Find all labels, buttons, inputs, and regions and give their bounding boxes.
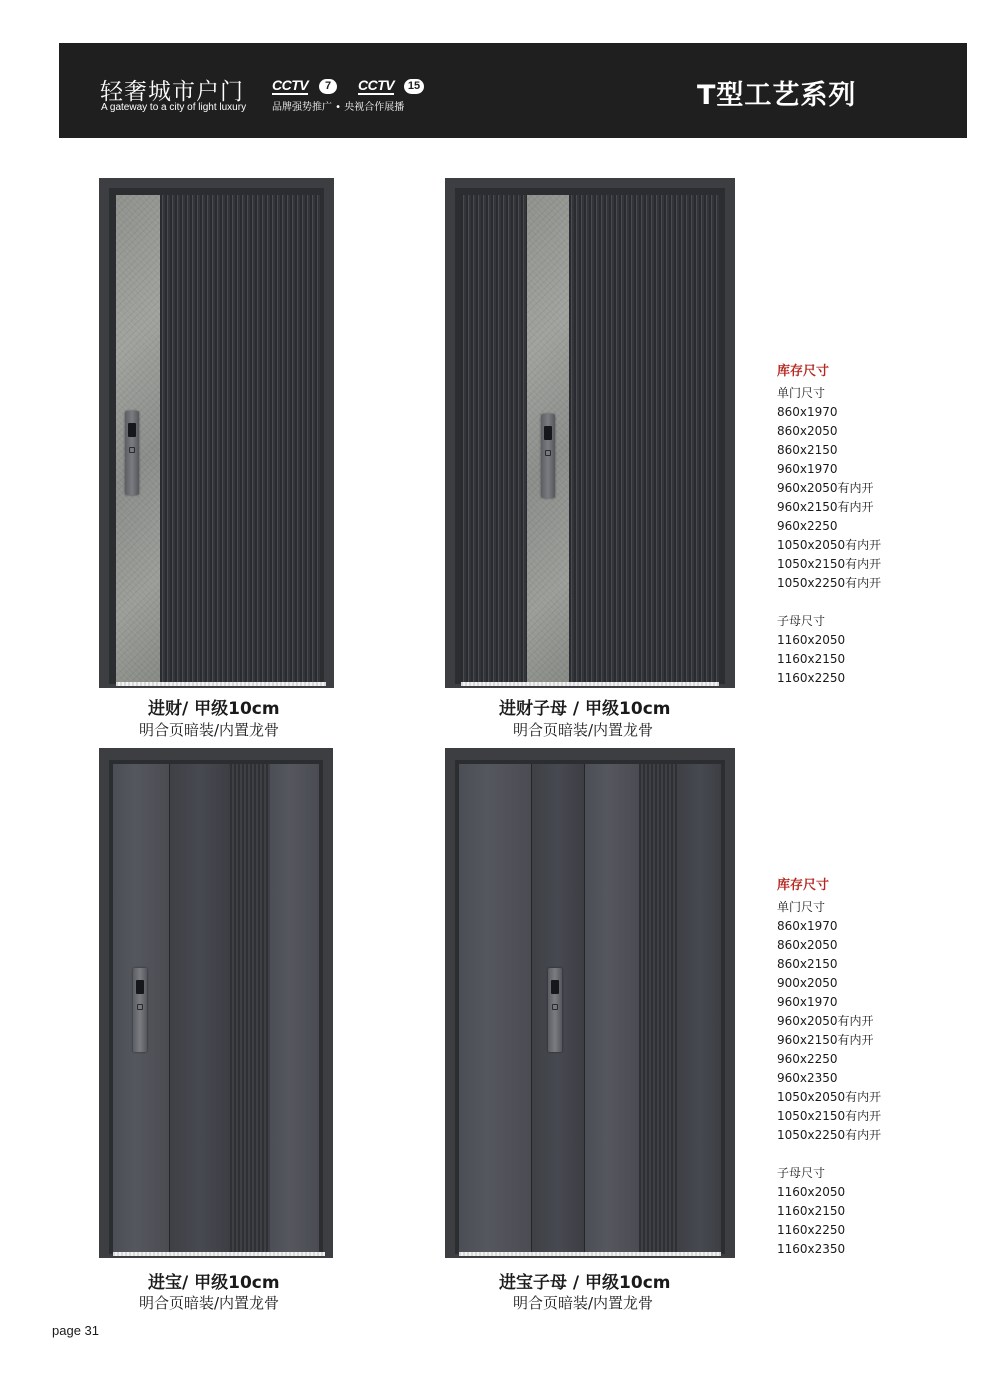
- ribbed-strip: [230, 764, 270, 1252]
- door-desc-4: 明合页暗装/内置龙骨: [513, 1294, 654, 1312]
- door-desc-3: 明合页暗装/内置龙骨: [139, 1294, 280, 1312]
- smart-lock-icon: [541, 414, 555, 498]
- cctv-logos: [272, 78, 427, 118]
- size-item: 1050x2050有内开: [777, 1090, 882, 1104]
- size-item: 860x1970: [777, 919, 838, 933]
- size-item: 1160x2350: [777, 1242, 846, 1256]
- size-table-title: 库存尺寸: [777, 364, 830, 379]
- door-image-jinbao-zimu: [445, 748, 735, 1258]
- cctv-logo-2: CCTV: [358, 77, 395, 93]
- door-desc-1: 明合页暗装/内置龙骨: [139, 721, 280, 739]
- size-item: 1160x2250: [777, 1223, 846, 1237]
- size-item: 960x2350: [777, 1071, 838, 1085]
- size-table-1: [777, 362, 881, 688]
- size-item: 860x2150: [777, 957, 838, 971]
- size-item: 860x2050: [777, 938, 838, 952]
- size-item: 860x1970: [777, 405, 838, 419]
- cctv-logo-1: CCTV: [272, 77, 309, 93]
- size-item: 1160x2150: [777, 1204, 846, 1218]
- door-name-4: 进宝子母 / 甲级10cm: [499, 1273, 671, 1293]
- size-item: 1160x2050: [777, 633, 846, 647]
- ribbed-panel-right: [569, 195, 719, 682]
- size-item: 960x2150有内开: [777, 500, 874, 514]
- size-item: 960x1970: [777, 462, 838, 476]
- door-name-3: 进宝/ 甲级10cm: [148, 1273, 280, 1293]
- smart-lock-icon: [133, 968, 147, 1052]
- size-item: 900x2050: [777, 976, 838, 990]
- size-item: 860x2150: [777, 443, 838, 457]
- series-title: T型工艺系列: [697, 80, 857, 111]
- header-bar: [59, 43, 967, 138]
- size-item: 960x2050有内开: [777, 1014, 874, 1028]
- door-image-jinbao: [99, 748, 333, 1258]
- double-size-label: 子母尺寸: [777, 614, 826, 628]
- ribbed-panel-left: [461, 195, 527, 682]
- size-item: 1050x2050有内开: [777, 538, 882, 552]
- size-item: 960x2150有内开: [777, 1033, 874, 1047]
- size-item: 960x2250: [777, 1052, 838, 1066]
- cctv-channel-2: 15: [404, 79, 424, 94]
- single-size-label: 单门尺寸: [777, 900, 826, 914]
- size-item: 1050x2250有内开: [777, 576, 882, 590]
- size-item: 1050x2250有内开: [777, 1128, 882, 1142]
- size-item: 1160x2050: [777, 1185, 846, 1199]
- door-name-2: 进财子母 / 甲级10cm: [499, 699, 671, 719]
- smart-lock-icon: [125, 411, 139, 495]
- ribbed-strip: [639, 764, 679, 1252]
- door-desc-2: 明合页暗装/内置龙骨: [513, 721, 654, 739]
- size-item: 1160x2150: [777, 652, 846, 666]
- ribbed-panel: [160, 195, 320, 682]
- door-name-1: 进财/ 甲级10cm: [148, 699, 280, 719]
- brand-slogan-en: A gateway to a city of light luxury: [101, 102, 247, 113]
- double-size-label: 子母尺寸: [777, 1166, 826, 1180]
- size-item: 1160x2250: [777, 671, 846, 685]
- single-size-label: 单门尺寸: [777, 386, 826, 400]
- cctv-tagline: 品牌强势推广 • 央视合作展播: [272, 102, 405, 113]
- size-item: 1050x2150有内开: [777, 1109, 882, 1123]
- page-number: page 31: [52, 1323, 99, 1338]
- cctv-channel-1: 7: [319, 79, 337, 94]
- door-image-jincai: [99, 178, 334, 688]
- size-item: 960x2250: [777, 519, 838, 533]
- size-item: 1050x2150有内开: [777, 557, 882, 571]
- brand-name-cn: 轻奢城市户门: [100, 79, 244, 105]
- size-table-2: [777, 876, 881, 1259]
- size-table-title: 库存尺寸: [777, 878, 830, 893]
- door-image-jincai-zimu: [445, 178, 735, 688]
- size-item: 960x2050有内开: [777, 481, 874, 495]
- size-item: 860x2050: [777, 424, 838, 438]
- size-item: 960x1970: [777, 995, 838, 1009]
- smart-lock-icon: [548, 968, 562, 1052]
